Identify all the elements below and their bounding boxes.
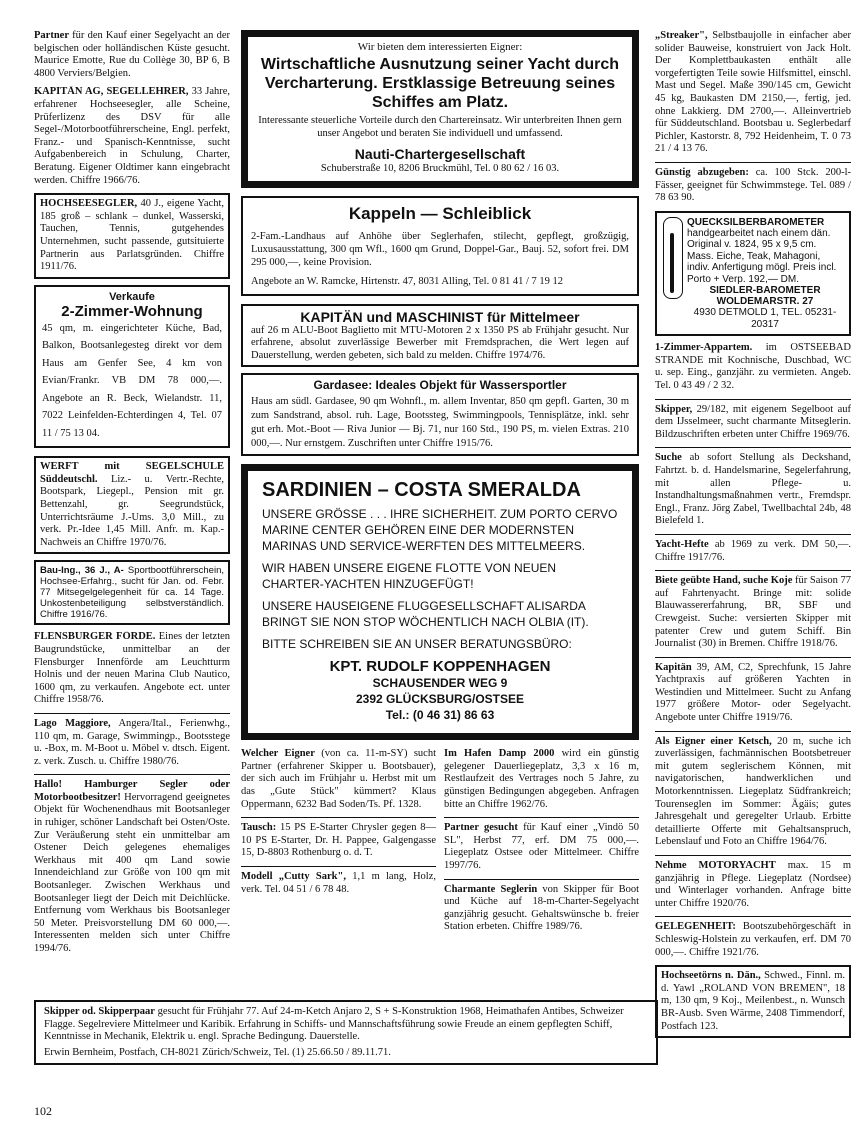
ad-body: Haus am südl. Gardasee, 90 qm Wohnfl., m. allem Inventar, 850 qm gepfl. Garten, 30 m zum Sandstrand, absol. ruh. Lage, Bootssteg, Swimmingpools, Tennisplätze, inkl. sehr gut erh. Mot.-Boot — Riva Junior — Bj. 71, nur 160 Std., 190 PS, m. vielen Extras. 210 000,—. Nur ernstgem. Zuschriften unter Chiffre 1915/76.: [251, 396, 629, 450]
divider: [655, 855, 851, 856]
ad-kappeln: [241, 196, 639, 296]
divider: [655, 570, 851, 571]
ad-text: 20 m, suche ich zuverlässigen, fachmännischen Bootsbetreuer mit gutem seglerischem Können, mit navigatorischen, handwerklichen und Motorkenntnissen. Liegeplatz Südfrankreich; Tourenseglen im Sommer: Ägäis; gutes Jahresgehalt und geregelter Urlaub. Erbitte detaillierte Offerte mit Gehaltsanspruch, Lebenslauf und Foto an Chiffre 1964/76.: [655, 735, 851, 848]
ad-quecksilberbarometer: [655, 211, 851, 337]
ad-body: 2-Fam.-Landhaus auf Anhöhe über Seglerhafen, stilecht, gepflegt, großzügig, Luxusausstattung, 300 qm Wfl., 1600 qm Grund, Doppel-Gar., Bauj. 52, sofort frei. DM 295 000,—, keine Provision.: [251, 231, 629, 268]
ad-lead: Günstig abzugeben:: [655, 166, 749, 178]
ad-text: (von ca. 11-m-SY) sucht Partner (erfahrener Skipper u. Bootsbauer), der sich auch im Frühjahr u. Herbst mit um das „Gute Stück" kümmert? Klaus Oppermann, 6232 Bad Soden/Ts. Pf. 1328.: [241, 748, 436, 810]
ad-lead: WERFT mit SEGELSCHULE Süddeutschl.: [40, 461, 224, 485]
ad-text: 15 PS E-Starter Chrysler gegen 8—10 PS E-Starter, Dr. H. Pappee, Galgengasse 15, D-8803 Rothenburg o. d. T.: [241, 822, 436, 859]
ad-lead: KAPITÄN AG, SEGELLEHRER,: [34, 86, 189, 98]
divider: [241, 866, 436, 867]
firm-city: 4930 DETMOLD 1, TEL. 05231-20317: [693, 307, 837, 330]
classified-ad: [444, 884, 639, 934]
ad-skipper-gesucht: [34, 1000, 658, 1065]
ad-verkaufe-wohnung: [34, 285, 230, 449]
barometer-icon: [663, 217, 683, 299]
ad-lead: Partner: [34, 30, 69, 41]
ad-text: 1,1 m lang, Holz, verk. Tel. 04 51 / 6 78 48.: [241, 870, 436, 895]
divider: [655, 731, 851, 732]
ad-text: Hervorragend geeignetes Objekt für Wochenendhaus mit Bootsanleger in ruhiger, schöner Landschaft bei Osten/Oste. Zur Veräußerung steht ein unmittelbar am Ostener Deich gelegenes ehemaliges Werkhaus mit 400 qm Land sowie Innendeichland zur Größe von 100 qm mit Bootsanleger. Zwischen Werkhaus und Bootsanleger liegt der Deich mit Deichlücke. Entfernung vom Werkhaus bis Bootsanleger 50 Meter. Preisvorstellung DM 60 000,—. Interessenten melden sich unter Chiffre 1994/76.: [34, 791, 230, 954]
small-ads-left: [241, 748, 436, 940]
ad-lead: Skipper od. Skipperpaar: [44, 1006, 155, 1017]
ad-lead: Welcher Eigner: [241, 748, 315, 760]
ad-headline: SARDINIEN – COSTA SMERALDA: [262, 479, 581, 502]
ad-text: Bootszubehörgeschäft in Schleswig-Holstein zu verkaufen, erf. DM 70 000,—. Chiffre 1921/76.: [655, 921, 851, 958]
ad-text: Schwed., Finnl. m. d. Yawl „ROLAND VON BREMEN", 18 m, 130 qm, 9 Koj., Meilenbest., n. Wunsch BR-Ausb. Sven Wärme, 2408 Timmendorf, Postfach 123.: [661, 970, 846, 1032]
ad-text: für Kauf einer „Vindö 50 SL", Herbst 77, erf. DM 75 000,—. Liegeplatz Ostsee oder Mittelmeer. Chiffre 1997/76.: [444, 822, 639, 871]
page-number: 102: [34, 1104, 52, 1118]
classified-ad: [655, 860, 851, 910]
divider: [655, 916, 851, 917]
divider: [655, 399, 851, 400]
ad-lead: „Streaker",: [655, 30, 708, 41]
firm-phone: Tel.: (0 46 31) 86 63: [385, 708, 495, 723]
ad-text: ab 1969 zu verk. DM 50,—. Chiffre 1917/76.: [655, 538, 851, 563]
ad-text: 29/182, mit eigenem Segelboot auf dem IJsselmeer, sucht charmante Mitseglerin. Bildzuschriften erbeten unter Chiffre 1969/76.: [655, 403, 851, 440]
divider: [655, 534, 851, 535]
ad-lead: FLENSBURGER FÖRDE.: [34, 631, 156, 643]
ad-contact: Angebote an W. Ramcke, Hirtenstr. 47, 8031 Alling, Tel. 0 81 41 / 7 19 12: [251, 276, 564, 287]
ad-text: von Skipper für Boot und Küche auf 18-m-Charter-Segelyacht ganzjährig gesucht. Gehaltswünsche b. freier Station erbeten. Chiffre 1989/76.: [444, 883, 639, 933]
firm-city: 2392 GLÜCKSBURG/OSTSEE: [355, 692, 525, 707]
company-name: Nauti-Chartergesellschaft: [354, 146, 526, 162]
classified-ad-boxed: [34, 193, 230, 279]
classified-ad: [34, 30, 230, 80]
ad-lead: Modell „Cutty Sark",: [241, 870, 346, 882]
divider: [655, 447, 851, 448]
ad-lead: Im Hafen Damp 2000: [444, 748, 555, 760]
classified-ad: [655, 575, 851, 651]
ad-text: für den Kauf einer Segelyacht an der belgischen oder holländischen Küste gesucht. Maurice Emotte, Rue du Collège 30, BP 6, B 4800 Verviers/Belgien.: [34, 30, 230, 79]
ad-contact: Erwin Bernheim, Postfach, CH-8021 Zürich/Schweiz, Tel. (1) 25.66.50 / 89.11.71.: [44, 1046, 391, 1058]
divider: [444, 879, 639, 880]
ad-paragraph: WIR HABEN UNSERE EIGENE FLOTTE VON NEUEN CHARTER-YACHTEN HINZUGEFÜGT!: [262, 561, 557, 592]
ad-body: auf 26 m ALU-Boot Baglietto mit MTU-Motoren 2 x 1350 PS ab Frühjahr gesucht. Nur erfahrene, absolut zuverlässige Bewerber mit Fremdsprachen, die Wert legen auf Dauerstellung, werden gebeten, sich bald zu melden. Chiffre 1974/76.: [251, 325, 629, 361]
ad-kapitan-maschinist: [241, 304, 639, 367]
ad-sardinien-costa-smeralda: [241, 464, 639, 740]
ad-text: Angera/Ital., Ferienwhg., 110 qm, m. Garage, Swimmingp., Bootsstege u. -Box, m. M-Boot u. Möbel v. dtsch. Eigent. z. verk. Zusch. u. Chiffre 1980/76.: [34, 717, 230, 767]
ad-gardasee: [241, 373, 639, 456]
ad-lead: 1-Zimmer-Appartem.: [655, 342, 753, 354]
ad-text: Sportbootführerschein, Hochsee-Erfahrg., sucht für Jan. od. Febr. 77 Mitsegelgelegenheit für ca. 14 Tage. Unkostenbeteiligung selbstverständlich. Chiffre 1916/76.: [40, 565, 224, 621]
classified-ad: [655, 30, 851, 156]
ad-lead: Als Eigner einer Ketsch,: [655, 735, 772, 747]
ad-paragraph: BITTE SCHREIBEN SIE AN UNSER BERATUNGSBÜRO:: [262, 637, 572, 652]
classified-ad: [241, 822, 436, 860]
classified-ad: [444, 822, 639, 872]
small-ads-right: [444, 748, 639, 940]
ad-lead: Lago Maggiore,: [34, 717, 111, 729]
ad-text: ca. 100 Stck. 200-l-Fässer, geeignet für Schwimmstege. Tel. 089 / 78 63 90.: [655, 166, 851, 204]
divider: [34, 774, 230, 775]
ad-text: für Saison 77 auf Fahrtenyacht. Bringe mit: solide Blauwassererfahrung, BR, SBF und Crewgeist. Suche: versierten Skipper mit patenter Crew und gutem Schiff. Bin Journalist (30) in Bremen. Chiffre 1918/76.: [655, 575, 851, 650]
column-center: [241, 30, 639, 940]
ad-nauti-charter: [241, 30, 639, 188]
ad-text: 33 Jahre, erfahrener Hochseesegler, alle Scheine, Prüferlizenz des DSV für alle Segel-/Motorbootführerscheine, Engl. perfekt, Franz.- und Spanisch-Kenntnisse, sucht Aufgabenbereich in Schulung, Charter, Beratung. Eigener Oldtimer kann eingebracht werden. Chiffre 1966/76.: [34, 86, 230, 186]
ad-lead: HOCHSEESEGLER,: [40, 198, 138, 210]
ad-text: im OSTSEEBAD STRANDE mit Kochnische, Duschbad, WC u. sep. Eing., ganzjähr. zu vermieten. Angeb. Tel. 0 43 49 / 2 32.: [655, 342, 851, 391]
classified-ad: [34, 779, 230, 955]
ad-lead: Hochseetörns n. Dän.,: [661, 970, 761, 982]
ad-lead: Suche: [655, 452, 682, 464]
ad-text: 40 J., eigene Yacht, 185 groß – schlank – dunkel, Wasserski, Tauchen, Tennis, gutgehendes Unternehmen, sucht passende, gutsituierte Partnerin aus Parlatsgründen. Chiffre 1911/76.: [40, 198, 224, 273]
classified-ad: [655, 404, 851, 442]
classified-ad-boxed: [34, 456, 230, 554]
ad-lead: Partner gesucht: [444, 822, 518, 834]
classified-ad-boxed: [655, 965, 851, 1038]
classified-ad-boxed: [34, 560, 230, 625]
ad-lead: Tausch:: [241, 822, 277, 834]
ad-intro: Wir bieten dem interessierten Eigner:: [357, 41, 523, 53]
classified-ad: [444, 748, 639, 811]
ad-text: gesucht für Frühjahr 77. Auf 24-m-Ketch Anjaro 2, S + S-Konstruktion 1968, Heimathafen Antibes, Schweizer Flagge. Segelreviere Mittelmeer und Karibik. Erfahrung in Schiffs- und Mannschaftsführung sowie Freude an einem gepflegten Schiff, Kenntnisse in Mechanik, Elektrik u. engl. Sprache Bedingung. Dauerstelle.: [44, 1006, 624, 1043]
ad-lead: Biete geübte Hand, suche Koje: [655, 575, 793, 587]
classified-ad: [34, 718, 230, 768]
ad-text: 39, AM, C2, Sprechfunk, 15 Jahre Yachtpraxis auf größeren Yachten in Westindien und Mittelmeer. Sucht zu Anfang 1977 größere Motor- oder Segelyacht. Angebote unter Chiffre 1919/76.: [655, 661, 851, 724]
ad-paragraph: UNSERE HAUSEIGENE FLUGGESELLSCHAFT ALISARDA BRINGT SIE NON STOP WÖCHENTLICH NACH OLBIA (IT).: [262, 599, 589, 630]
firm-name: SIEDLER-BAROMETER WOLDEMARSTR. 27: [709, 285, 821, 308]
divider: [241, 817, 436, 818]
ad-lead: GELEGENHEIT:: [655, 921, 736, 933]
ad-lead: Hallo! Hamburger Segler oder Motorbootbesitzer!: [34, 779, 230, 803]
ad-heading: Verkaufe: [109, 290, 155, 303]
divider: [444, 817, 639, 818]
classified-ad: [655, 539, 851, 564]
classified-ad: [655, 342, 851, 392]
ad-text: Selbstbaujolle in einfacher aber solider Bauweise, konstruiert von Jack Holt. Der Komplettbaukasten enthält alle vorgefertigten Teile sowie Hilfsmittel, einschl. Mast und Segel. Maße 390/145 cm, Gewicht 45 kg, Baukasten DM 2150,—, fertig, jed. ohne Lakkierg. DM 2700,—. Alleinvertrieb für Süddeutschland. Bootsbau u. Seglerbedarf Pichler, Kastorstr. 8, 792 Heidenheim, T. 0 73 21 / 4 13 76.: [655, 30, 851, 155]
classified-ad: [655, 662, 851, 725]
column-right: [655, 30, 851, 1044]
ad-headline: Kappeln — Schleiblick: [348, 204, 532, 223]
ad-text: max. 15 m ganzjährig in Pflege. Liegeplatz (Nordsee) und Winterlager vorhanden. Anfrage bitte unter Chiffre 1920/76.: [655, 860, 851, 909]
classified-ad: [241, 748, 436, 811]
ad-text: Liz.- u. Vertr.-Rechte, Bootspark, Liegepl., Pension mit gr. Bettenzahl, gr. Seegrundstück, Unterrichtsräume J.-Ums. 3,0 Mill., zu verk. Pr.-Idee 1,45 Mill. Anfr. m. Kap.-Nachweis an Chiffre 1970/76.: [40, 473, 224, 548]
divider: [655, 162, 851, 163]
ad-text: Eines der letzten Baugrundstücke, unmittelbar an der Flensburger Innenförde am Leuchtturm Holnis und der neuen Marina Club Nautico, 1600 qm, zu verkaufen. Angebote ect. unter Chiffre 1958/76.: [34, 631, 230, 706]
classified-ad: [655, 736, 851, 849]
ad-headline: Gardasee: Ideales Objekt für Wassersportler: [313, 378, 567, 393]
divider: [655, 657, 851, 658]
classified-ad: [655, 452, 851, 528]
classified-ad: [241, 871, 436, 896]
ad-text: ab sofort Stellung als Deckshand, Fahrtzt. b. d. Handelsmarine, Segelerfahrung, mit allen Pflege- u. Instandhaltungsmaßnahmen vertr., Fremdspr. Engl., Franz. Jörg Zabel, Twellbachtal 24b, 48 Bielefeld 1.: [655, 452, 851, 527]
firm-street: SCHAUSENDER WEG 9: [372, 676, 508, 691]
ad-lead: Bau-Ing., 36 J., A-: [40, 565, 124, 577]
ad-body: handgearbeitet nach einem dän. Original v. 1824, 95 x 9,5 cm. Mass. Eiche, Teak, Mahagoni, indiv. Anfertigung mögl. Preis incl. Porto + Verp. 192,— DM.: [687, 227, 837, 285]
ad-body: Interessante steuerliche Vorteile durch den Chartereinsatz. Wir unterbreiten Ihnen gern unser Angebot und beraten Sie individuell und umfassend.: [258, 115, 622, 139]
company-address: Schuberstraße 10, 8206 Bruckmühl, Tel. 0 80 62 / 16 03.: [320, 163, 560, 174]
classified-ad: [655, 921, 851, 959]
classified-ad: [34, 631, 230, 707]
ad-lead: Charmante Seglerin: [444, 883, 538, 895]
firm-name: KPT. RUDOLF KOPPENHAGEN: [329, 658, 551, 676]
ad-lead: Kapitän: [655, 661, 692, 673]
classified-ad: [34, 86, 230, 187]
ad-paragraph: UNSERE GRÖSSE . . . IHRE SICHERHEIT. ZUM PORTO CERVO MARINE CENTER GEHÖREN EINE DER MODERNSTEN MARINAS UND SERVICE-WERFTEN DES MITTELMEERS.: [262, 507, 618, 554]
small-ads-grid: [241, 748, 639, 940]
ad-lead: Skipper,: [655, 403, 693, 415]
column-left: [34, 30, 230, 962]
ad-headline: QUECKSILBERBAROMETER: [687, 216, 825, 228]
ad-headline: Wirtschaftliche Ausnutzung seiner Yacht durch Vercharterung. Erstklassige Betreuung seines Schiffes am Platz.: [260, 56, 620, 111]
ad-body: 45 qm, m. eingerichteter Küche, Bad, Balkon, Bootsanlegesteg direkt vor dem Haus am Genfer See, 4 km von Evian/Frankr. VB DM 78 000,—. Angebote an R. Beck, Wielandstr. 11, 7022 Leinfelden-Echterdingen 4, Tel. 07 11 / 75 13 04.: [42, 322, 222, 439]
ad-text: wird ein günstig gelegener Dauerliegeplatz, 3,3 x 16 m, Restlaufzeit des Vertrages noch 5 Jahre, zu günstigen Bedingungen abgegeben. Anfragen bitte an Chiffre 1962/76.: [444, 748, 639, 810]
ad-lead: Yacht-Hefte: [655, 538, 709, 550]
divider: [34, 713, 230, 714]
ad-title: 2-Zimmer-Wohnung: [61, 302, 203, 320]
classified-ad: [655, 167, 851, 205]
ad-lead: Nehme MOTORYACHT: [655, 860, 776, 871]
ad-headline: KAPITÄN und MASCHINIST für Mittelmeer: [300, 309, 580, 325]
